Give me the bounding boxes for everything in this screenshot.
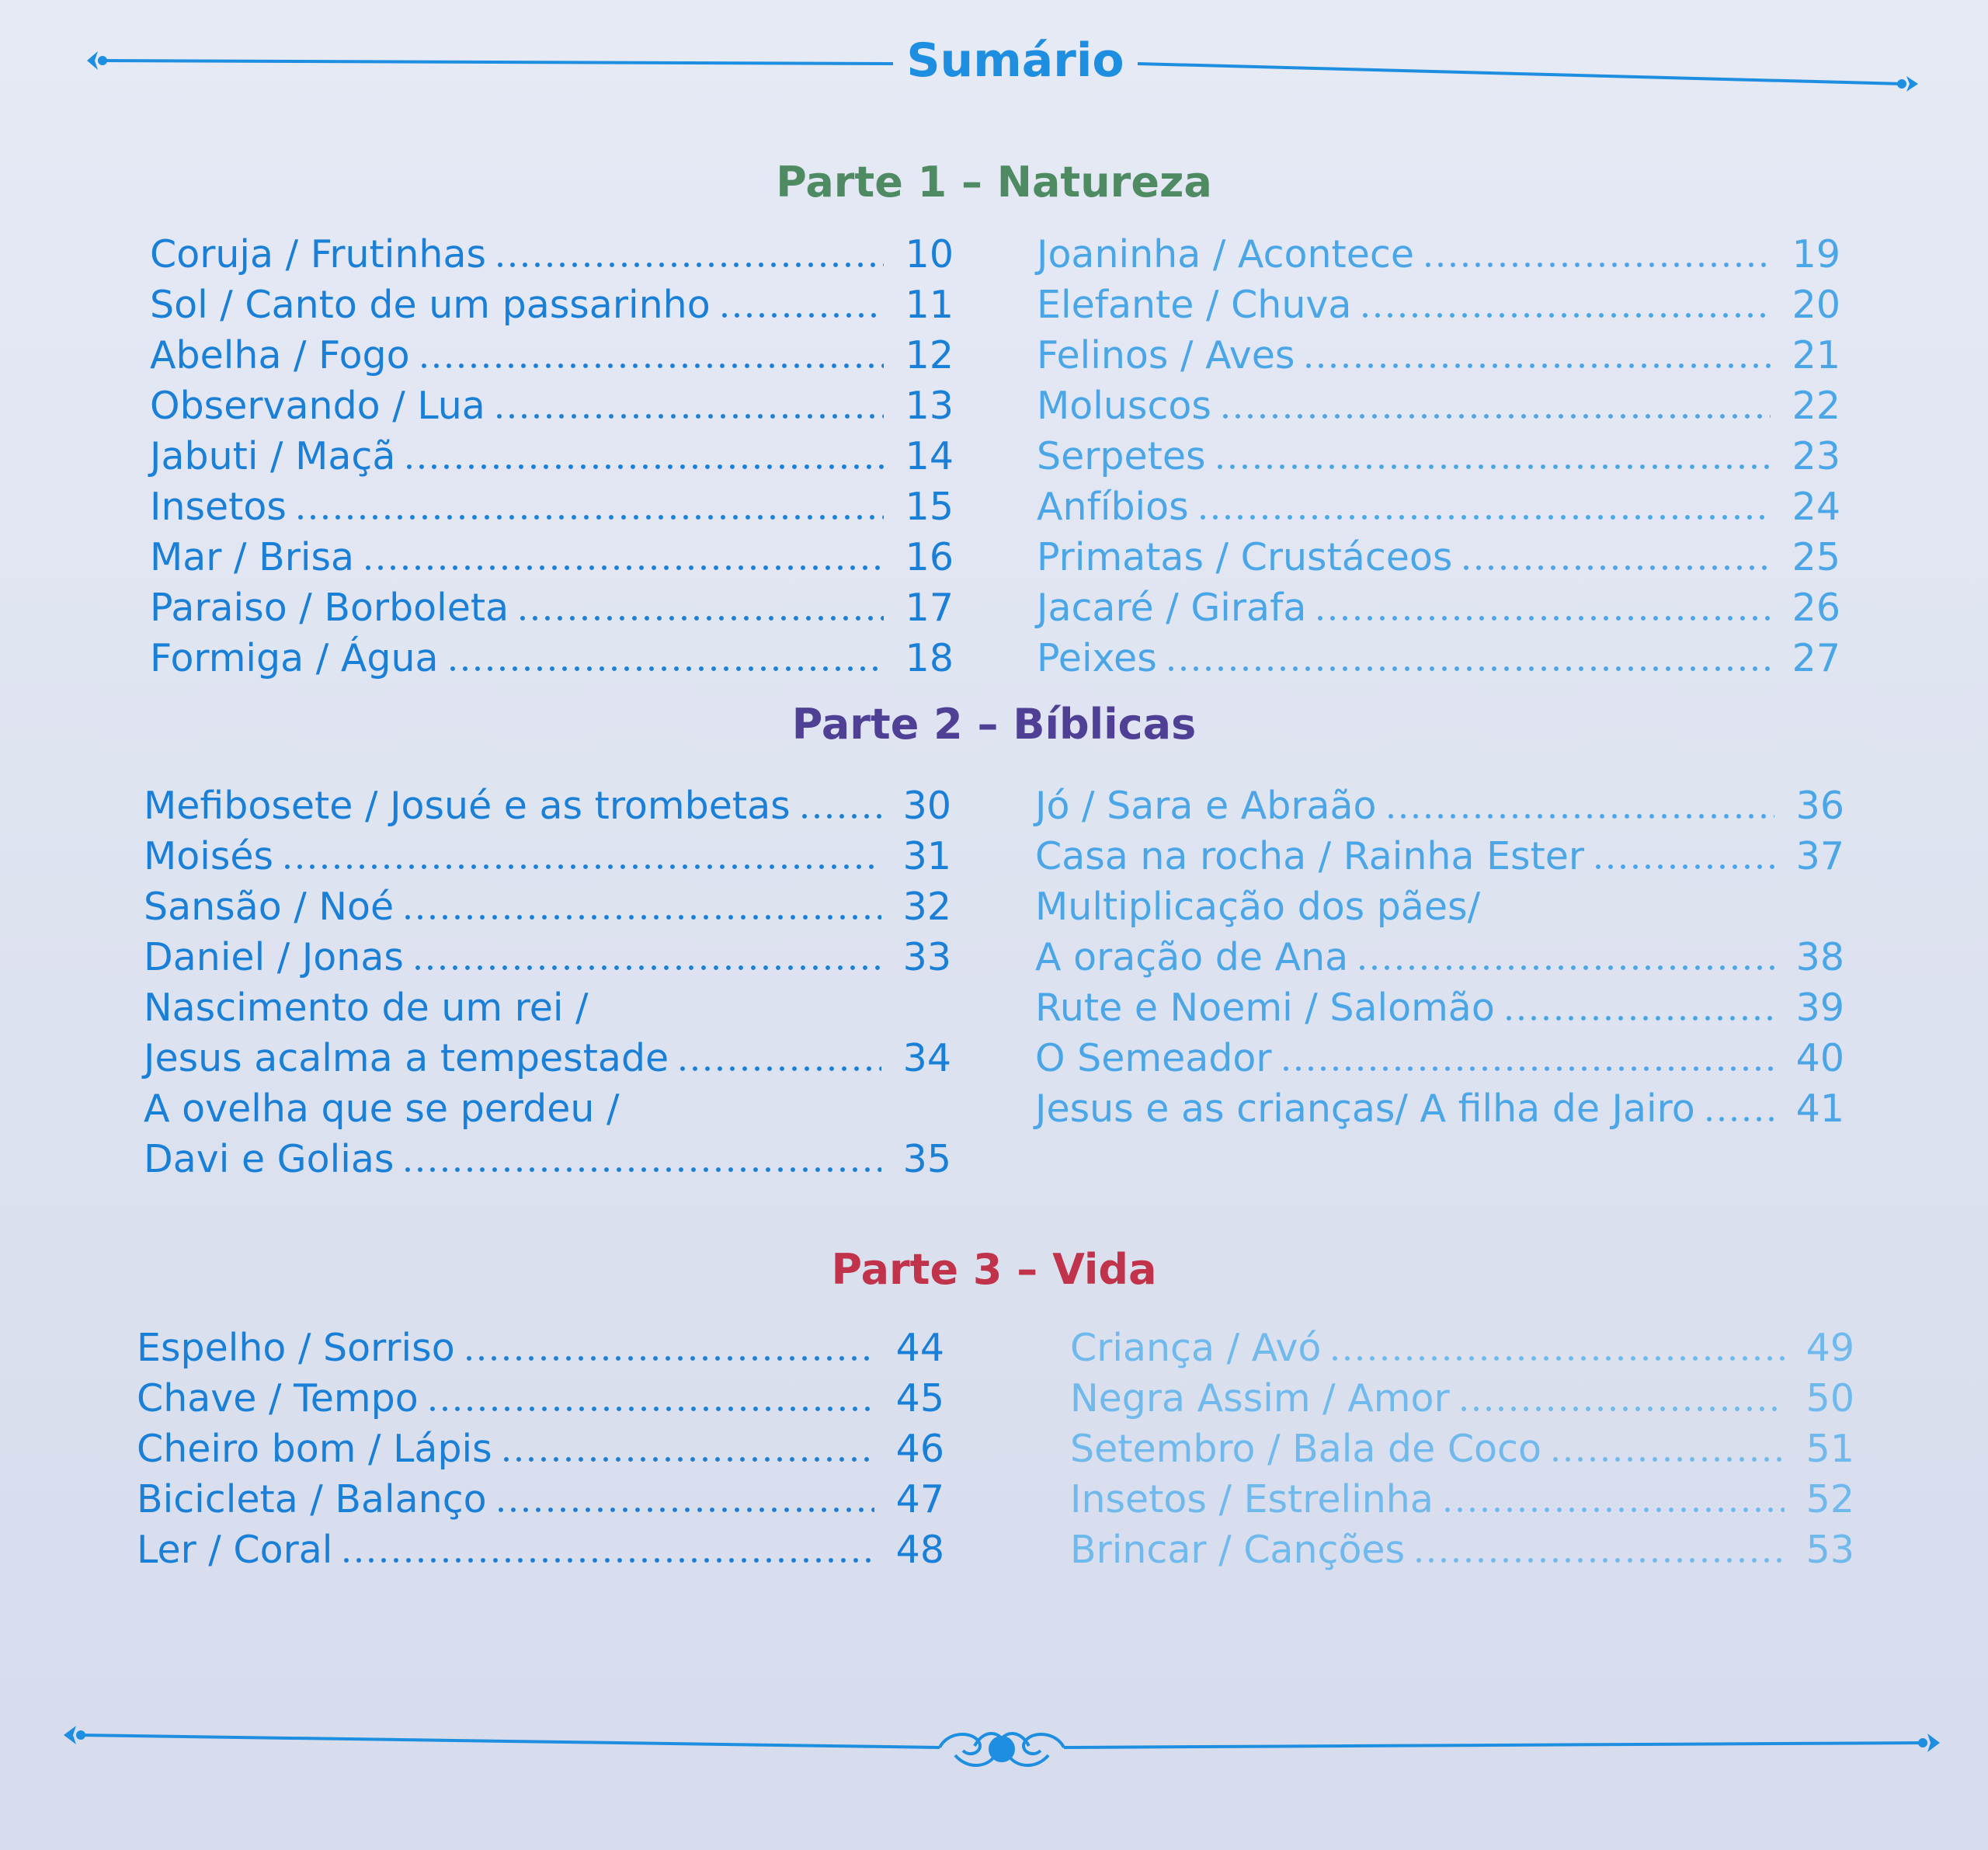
toc-entry-title: Paraiso / Borboleta	[150, 586, 509, 630]
toc-entry	[1037, 482, 1840, 532]
toc-entry	[150, 330, 954, 381]
toc-entry	[1037, 582, 1840, 633]
toc-entry-page-number: 13	[905, 384, 954, 428]
toc-entry-page-number: 15	[905, 485, 954, 529]
toc-entry	[1037, 229, 1840, 280]
toc-entry	[1070, 1474, 1854, 1525]
toc-entry-title: Elefante / Chuva	[1037, 283, 1352, 327]
toc-entry-title: Setembro / Bala de Coco	[1070, 1427, 1541, 1471]
toc-entry-page-number: 30	[902, 784, 951, 828]
toc-entry-title: Nascimento de um rei /	[144, 986, 589, 1030]
toc-entry-page-number: 53	[1806, 1528, 1854, 1572]
toc-entry-page-number: 41	[1795, 1087, 1844, 1131]
dot-leader	[494, 259, 884, 270]
toc-entry-title: Casa na rocha / Rainha Ester	[1035, 834, 1585, 878]
toc-entry-title: Chave / Tempo	[137, 1376, 419, 1421]
toc-entry-page-number: 24	[1792, 485, 1840, 529]
dot-leader	[1359, 310, 1771, 321]
toc-entry-title: Rute e Noemi / Salomão	[1035, 986, 1495, 1030]
toc-entry-title: Brincar / Canções	[1070, 1528, 1406, 1572]
toc-entry	[1035, 831, 1844, 882]
toc-entry-title: Coruja / Frutinhas	[150, 232, 487, 276]
toc-entry-page-number: 44	[895, 1326, 944, 1370]
toc-entry	[1037, 431, 1840, 482]
toc-entry	[150, 582, 954, 633]
dot-leader	[294, 512, 884, 523]
toc-entry-title: Sansão / Noé	[144, 885, 394, 929]
dot-leader	[1441, 1504, 1785, 1515]
toc-entry-title: Criança / Avó	[1070, 1326, 1322, 1370]
dot-leader	[1413, 1555, 1785, 1566]
toc-entry	[1035, 1033, 1844, 1083]
part-3-heading: Parte 3 – Vida	[831, 1245, 1157, 1294]
dot-leader	[718, 310, 884, 321]
dot-leader	[1165, 663, 1771, 674]
toc-entry	[1035, 781, 1844, 831]
dot-leader	[1214, 461, 1771, 472]
toc-entry-title: O Semeador	[1035, 1036, 1272, 1080]
dot-leader	[1703, 1114, 1774, 1125]
toc-entry-title: Moluscos	[1037, 384, 1211, 428]
toc-entry	[144, 831, 951, 882]
toc-entry	[1035, 1083, 1844, 1134]
toc-entry	[1035, 882, 1844, 932]
dot-leader	[493, 411, 884, 422]
toc-entry-title: Peixes	[1037, 636, 1157, 680]
toc-entry	[1037, 532, 1840, 582]
toc-entry-title: Felinos / Aves	[1037, 333, 1295, 377]
toc-entry-page-number: 10	[905, 232, 954, 276]
dot-leader	[401, 1164, 881, 1175]
toc-entry-page-number: 26	[1792, 586, 1840, 630]
toc-entry-title: Joaninha / Acontece	[1037, 232, 1415, 276]
toc-entry	[144, 781, 951, 831]
toc-entry-page-number: 22	[1792, 384, 1840, 428]
toc-entry	[144, 982, 951, 1033]
toc-entry-page-number: 25	[1792, 535, 1840, 579]
toc-entry-title: Jesus acalma a tempestade	[144, 1036, 669, 1080]
ornament-left-line	[85, 47, 893, 78]
dot-leader	[500, 1454, 874, 1465]
toc-entry-page-number: 19	[1792, 232, 1840, 276]
toc-entry	[137, 1424, 944, 1474]
toc-entry-title: Formiga / Água	[150, 636, 439, 680]
toc-entry-page-number: 11	[905, 283, 954, 327]
toc-entry-title: Ler / Coral	[137, 1528, 333, 1572]
dot-leader	[1460, 562, 1771, 573]
toc-entry-title: Davi e Golias	[144, 1137, 394, 1181]
toc-entry-title: A ovelha que se perdeu /	[144, 1087, 620, 1131]
toc-entry	[137, 1525, 944, 1575]
toc-entry-title: Mefibosete / Josué e as trombetas	[144, 784, 791, 828]
dot-leader	[1503, 1013, 1774, 1024]
dot-leader	[463, 1353, 874, 1364]
dot-leader	[1280, 1063, 1774, 1074]
dot-leader	[447, 663, 884, 674]
dot-leader	[1329, 1353, 1785, 1364]
toc-entry-page-number: 16	[905, 535, 954, 579]
toc-entry-page-number: 37	[1795, 834, 1844, 878]
dot-leader	[340, 1555, 874, 1566]
toc-entry	[150, 633, 954, 683]
dot-leader	[418, 360, 884, 371]
dot-leader	[362, 562, 884, 573]
toc-entry-page-number: 51	[1806, 1427, 1854, 1471]
toc-entry	[1037, 330, 1840, 381]
toc-entry-title: Serpetes	[1037, 434, 1206, 478]
dot-leader	[426, 1403, 874, 1414]
toc-entry	[1070, 1525, 1854, 1575]
toc-entry-page-number: 36	[1795, 784, 1844, 828]
dot-leader	[1592, 861, 1774, 872]
toc-entry	[1070, 1373, 1854, 1424]
toc-entry	[1035, 932, 1844, 982]
toc-entry	[144, 1083, 951, 1134]
toc-entry-title: Anfíbios	[1037, 485, 1189, 529]
toc-entry-title: Bicicleta / Balanço	[137, 1477, 487, 1521]
toc-entry-page-number: 31	[902, 834, 951, 878]
toc-entry-page-number: 17	[905, 586, 954, 630]
dot-leader	[1385, 811, 1775, 822]
ornament-right-line	[1138, 47, 1922, 101]
toc-entry-title: Abelha / Fogo	[150, 333, 410, 377]
toc-entry-title: Negra Assim / Amor	[1070, 1376, 1450, 1421]
part-1-heading: Parte 1 – Natureza	[776, 158, 1212, 207]
toc-entry	[150, 482, 954, 532]
dot-leader	[676, 1063, 881, 1074]
toc-entry	[137, 1474, 944, 1525]
toc-entry-title: Multiplicação dos pães/	[1035, 885, 1481, 929]
toc-entry	[144, 882, 951, 932]
dot-leader	[1422, 259, 1771, 270]
toc-entry	[150, 431, 954, 482]
part-2-heading: Parte 2 – Bíblicas	[791, 700, 1197, 749]
toc-entry-title: Cheiro bom / Lápis	[137, 1427, 492, 1471]
toc-entry-page-number: 34	[902, 1036, 951, 1080]
toc-entry-title: A oração de Ana	[1035, 935, 1349, 979]
toc-entry-page-number: 33	[902, 935, 951, 979]
dot-leader	[281, 861, 881, 872]
ornament-bottom-flourish	[62, 1709, 1941, 1794]
toc-entry	[150, 280, 954, 330]
toc-entry	[1070, 1424, 1854, 1474]
toc-entry	[144, 932, 951, 982]
toc-entry-title: Mar / Brisa	[150, 535, 355, 579]
toc-entry	[1035, 982, 1844, 1033]
dot-leader	[1219, 411, 1771, 422]
toc-entry-title: Observando / Lua	[150, 384, 485, 428]
toc-entry-page-number: 32	[902, 885, 951, 929]
toc-entry-page-number: 12	[905, 333, 954, 377]
toc-entry-title: Sol / Canto de um passarinho	[150, 283, 711, 327]
toc-entry-page-number: 21	[1792, 333, 1840, 377]
toc-entry-title: Jacaré / Girafa	[1037, 586, 1307, 630]
toc-entry-page-number: 50	[1806, 1376, 1854, 1421]
toc-entry-page-number: 14	[905, 434, 954, 478]
toc-entry	[1070, 1323, 1854, 1373]
toc-entry-title: Moisés	[144, 834, 274, 878]
toc-entry-title: Espelho / Sorriso	[137, 1326, 455, 1370]
toc-entry-page-number: 48	[895, 1528, 944, 1572]
dot-leader	[495, 1504, 874, 1515]
toc-entry	[150, 532, 954, 582]
toc-entry-title: Daniel / Jonas	[144, 935, 404, 979]
dot-leader	[1458, 1403, 1785, 1414]
toc-entry	[1037, 633, 1840, 683]
toc-entry-title: Jó / Sara e Abraão	[1035, 784, 1377, 828]
toc-entry	[150, 381, 954, 431]
toc-entry	[1037, 280, 1840, 330]
toc-entry-page-number: 49	[1806, 1326, 1854, 1370]
dot-leader	[798, 811, 881, 822]
dot-leader	[1549, 1454, 1785, 1465]
dot-leader	[1314, 613, 1771, 624]
toc-entry-page-number: 39	[1795, 986, 1844, 1030]
toc-entry-page-number: 23	[1792, 434, 1840, 478]
dot-leader	[412, 962, 881, 973]
toc-entry-page-number: 27	[1792, 636, 1840, 680]
dot-leader	[1302, 360, 1771, 371]
toc-entry	[144, 1033, 951, 1083]
toc-entry-page-number: 20	[1792, 283, 1840, 327]
toc-entry-title: Jesus e as crianças/ A filha de Jairo	[1035, 1087, 1695, 1131]
toc-entry	[137, 1323, 944, 1373]
toc-entry	[150, 229, 954, 280]
toc-entry	[137, 1373, 944, 1424]
toc-entry-title: Insetos	[150, 485, 287, 529]
toc-entry-page-number: 46	[895, 1427, 944, 1471]
toc-entry-page-number: 38	[1795, 935, 1844, 979]
dot-leader	[1197, 512, 1771, 523]
toc-entry-page-number: 47	[895, 1477, 944, 1521]
toc-entry	[144, 1134, 951, 1184]
page-title: Sumário	[906, 33, 1124, 88]
dot-leader	[1356, 962, 1774, 973]
toc-entry-page-number: 35	[902, 1137, 951, 1181]
dot-leader	[516, 613, 884, 624]
dot-leader	[401, 912, 881, 923]
toc-entry-page-number: 18	[905, 636, 954, 680]
toc-entry-title: Primatas / Crustáceos	[1037, 535, 1453, 579]
toc-entry-page-number: 40	[1795, 1036, 1844, 1080]
toc-entry-title: Jabuti / Maçã	[150, 434, 396, 478]
toc-entry-page-number: 52	[1806, 1477, 1854, 1521]
toc-entry-title: Insetos / Estrelinha	[1070, 1477, 1434, 1521]
toc-entry-page-number: 45	[895, 1376, 944, 1421]
dot-leader	[403, 461, 884, 472]
toc-entry	[1037, 381, 1840, 431]
